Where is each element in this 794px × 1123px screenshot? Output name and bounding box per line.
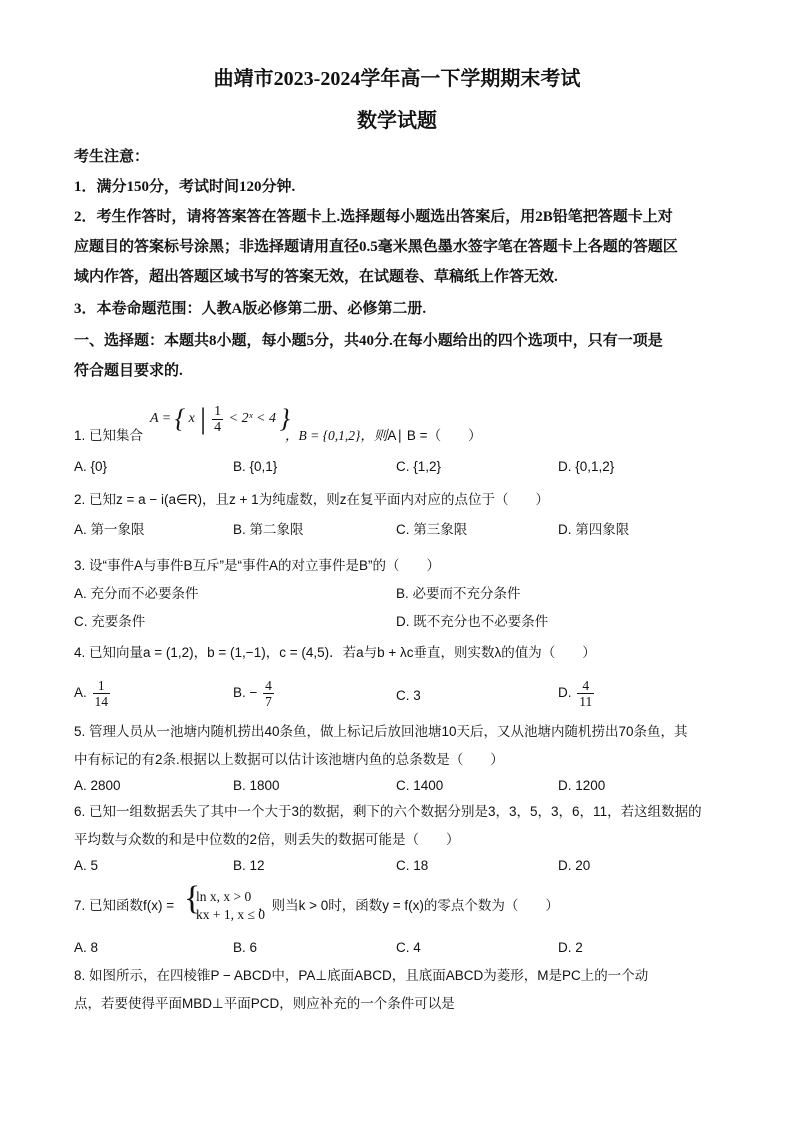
- q3-option-d[interactable]: D. 既不充分也不必要条件: [396, 614, 549, 629]
- q7-option-c[interactable]: C. 4: [396, 940, 421, 955]
- q1-frac-num: 1: [214, 403, 222, 419]
- q4-a-den: 14: [94, 694, 109, 709]
- q6-option-a[interactable]: A. 5: [74, 858, 99, 873]
- q4-option-a-frac: [93, 678, 111, 709]
- q5-stem-cont: 中有标记的有2条.根据以上数据可以估计该池塘内鱼的总条数是（ ）: [74, 752, 504, 767]
- q4-option-c[interactable]: C. 3: [396, 688, 421, 703]
- q7-stem: [74, 898, 724, 914]
- q7-piecewise: [196, 888, 265, 924]
- q7-option-d[interactable]: D. 2: [558, 940, 583, 955]
- q8-stem: 8. 如图所示，在四棱锥P − ABCD中，PA⊥底面ABCD，且底面ABCD为菱形，M是PC上的一个动: [74, 968, 649, 983]
- q4-option-b-label: B. −: [233, 685, 258, 701]
- q7-case-1: ln x, x > 0: [196, 889, 252, 904]
- q2-option-b[interactable]: B. 第二象限: [233, 522, 304, 537]
- q4-option-a-label: A.: [74, 685, 87, 701]
- q4-option-d-label: D.: [558, 685, 572, 701]
- q7-stem-start: 7. 已知函数f(x) =: [74, 898, 175, 913]
- q3-option-b[interactable]: B. 必要而不充分条件: [396, 586, 521, 601]
- q4-option-d[interactable]: [558, 678, 596, 709]
- notice-item: 3．本卷命题范围：人教A版必修第二册、必修第二册.: [74, 301, 427, 317]
- q1-set-a-prefix: A =: [150, 411, 172, 427]
- q8-stem-cont: 点，若要使得平面MBD⊥平面PCD，则应补充的一个条件可以是: [74, 996, 455, 1011]
- q4-option-b[interactable]: [233, 678, 276, 709]
- section-heading: 一、选择题：本题共8小题，每小题5分，共40分.在每小题给出的四个选项中，只有一项是: [74, 333, 663, 349]
- q7-case-2: kx + 1, x ≤ 0: [196, 907, 266, 922]
- q1-stem-start: 1. 已知集合: [74, 428, 144, 443]
- exam-title: 曲靖市2023-2024学年高一下学期期末考试: [213, 68, 581, 90]
- q4-d-den: 11: [579, 694, 593, 709]
- q4-d-num: 4: [577, 678, 594, 694]
- q1-stem-mid: ，B = {0,1,2}，则: [285, 428, 388, 443]
- q1-option-d[interactable]: D. {0,1,2}: [558, 459, 615, 474]
- q2-option-a[interactable]: A. 第一象限: [74, 522, 145, 537]
- q2-option-c[interactable]: C. 第三象限: [396, 522, 468, 537]
- q5-stem: 5. 管理人员从一池塘内随机捞出40条鱼，做上标记后放回池塘10天后，又从池塘内随机捞出70条鱼，其: [74, 724, 688, 739]
- q1-set-a-cond: < 2ˣ < 4: [228, 411, 276, 427]
- q4-b-den: 7: [265, 694, 272, 709]
- q6-option-b[interactable]: B. 12: [233, 858, 265, 873]
- q7-option-a[interactable]: A. 8: [74, 940, 99, 955]
- notice-item: 域内作答，超出答题区域书写的答案无效，在试题卷、草稿纸上作答无效.: [74, 269, 558, 285]
- section-heading-cont: 符合题目要求的.: [74, 363, 183, 379]
- q1-option-c[interactable]: C. {1,2}: [396, 459, 442, 474]
- q5-option-d[interactable]: D. 1200: [558, 778, 606, 793]
- q1-set-a: A = { x | $\frac{1}{4}$ < 2ˣ < 4 }: [150, 402, 290, 435]
- notice-item: 2．考生作答时，请将答案答在答题卡上.选择题每小题选出答案后，用2B铅笔把答题卡上对: [74, 209, 673, 225]
- q1-stem: [74, 428, 724, 444]
- q5-option-c[interactable]: C. 1400: [396, 778, 444, 793]
- q4-option-b-frac: [263, 678, 274, 709]
- q1-stem-end: A∣ B =（ ）: [387, 428, 482, 443]
- q2-option-d[interactable]: D. 第四象限: [558, 522, 630, 537]
- q5-option-a[interactable]: A. 2800: [74, 778, 121, 793]
- q7-piecewise-brace: {: [184, 880, 201, 917]
- q4-stem: 4. 已知向量a = (1,2)，b = (1,−1)，c = (4,5)．若a与b + λc垂直，则实数λ的值为（ ）: [74, 645, 596, 660]
- q2-stem: 2. 已知z = a − i(a∈R)，且z + 1为纯虚数，则z在复平面内对应的点位于（ ）: [74, 492, 549, 507]
- q6-option-d[interactable]: D. 20: [558, 858, 591, 873]
- q1-frac-den: 4: [214, 419, 222, 435]
- q4-a-num: 1: [93, 678, 111, 694]
- q6-option-c[interactable]: C. 18: [396, 858, 429, 873]
- q4-b-num: 4: [265, 678, 272, 693]
- q6-stem-cont: 平均数与众数的和是中位数的2倍，则丢失的数据可能是（ ）: [74, 832, 460, 847]
- notice-item: 1．满分150分，考试时间120分钟.: [74, 179, 296, 195]
- q1-set-a-var: x: [188, 411, 195, 427]
- exam-subtitle: 数学试题: [357, 110, 437, 132]
- q3-option-c[interactable]: C. 充要条件: [74, 614, 146, 629]
- q1-option-a[interactable]: A. {0}: [74, 459, 108, 474]
- q1-option-b[interactable]: B. {0,1}: [233, 459, 278, 474]
- q4-option-a[interactable]: [74, 678, 112, 709]
- q4-option-d-frac: [577, 678, 594, 709]
- q3-stem: 3. 设“事件A与事件B互斥”是“事件A的对立事件是B”的（ ）: [74, 558, 441, 573]
- notice-heading: 考生注意：: [74, 149, 150, 165]
- q5-option-b[interactable]: B. 1800: [233, 778, 280, 793]
- q3-option-a[interactable]: A. 充分而不必要条件: [74, 586, 199, 601]
- q7-option-b[interactable]: B. 6: [233, 940, 258, 955]
- notice-item: 应题目的答案标号涂黑；非选择题请用直径0.5毫米黑色墨水签字笔在答题卡上各题的答题区: [74, 239, 678, 255]
- q7-stem-end: ，则当k > 0时，函数y = f(x)的零点个数为（ ）: [258, 898, 559, 913]
- q6-stem: 6. 已知一组数据丢失了其中一个大于3的数据，剩下的六个数据分别是3，3，5，3，6，11，若这组数据的: [74, 804, 702, 819]
